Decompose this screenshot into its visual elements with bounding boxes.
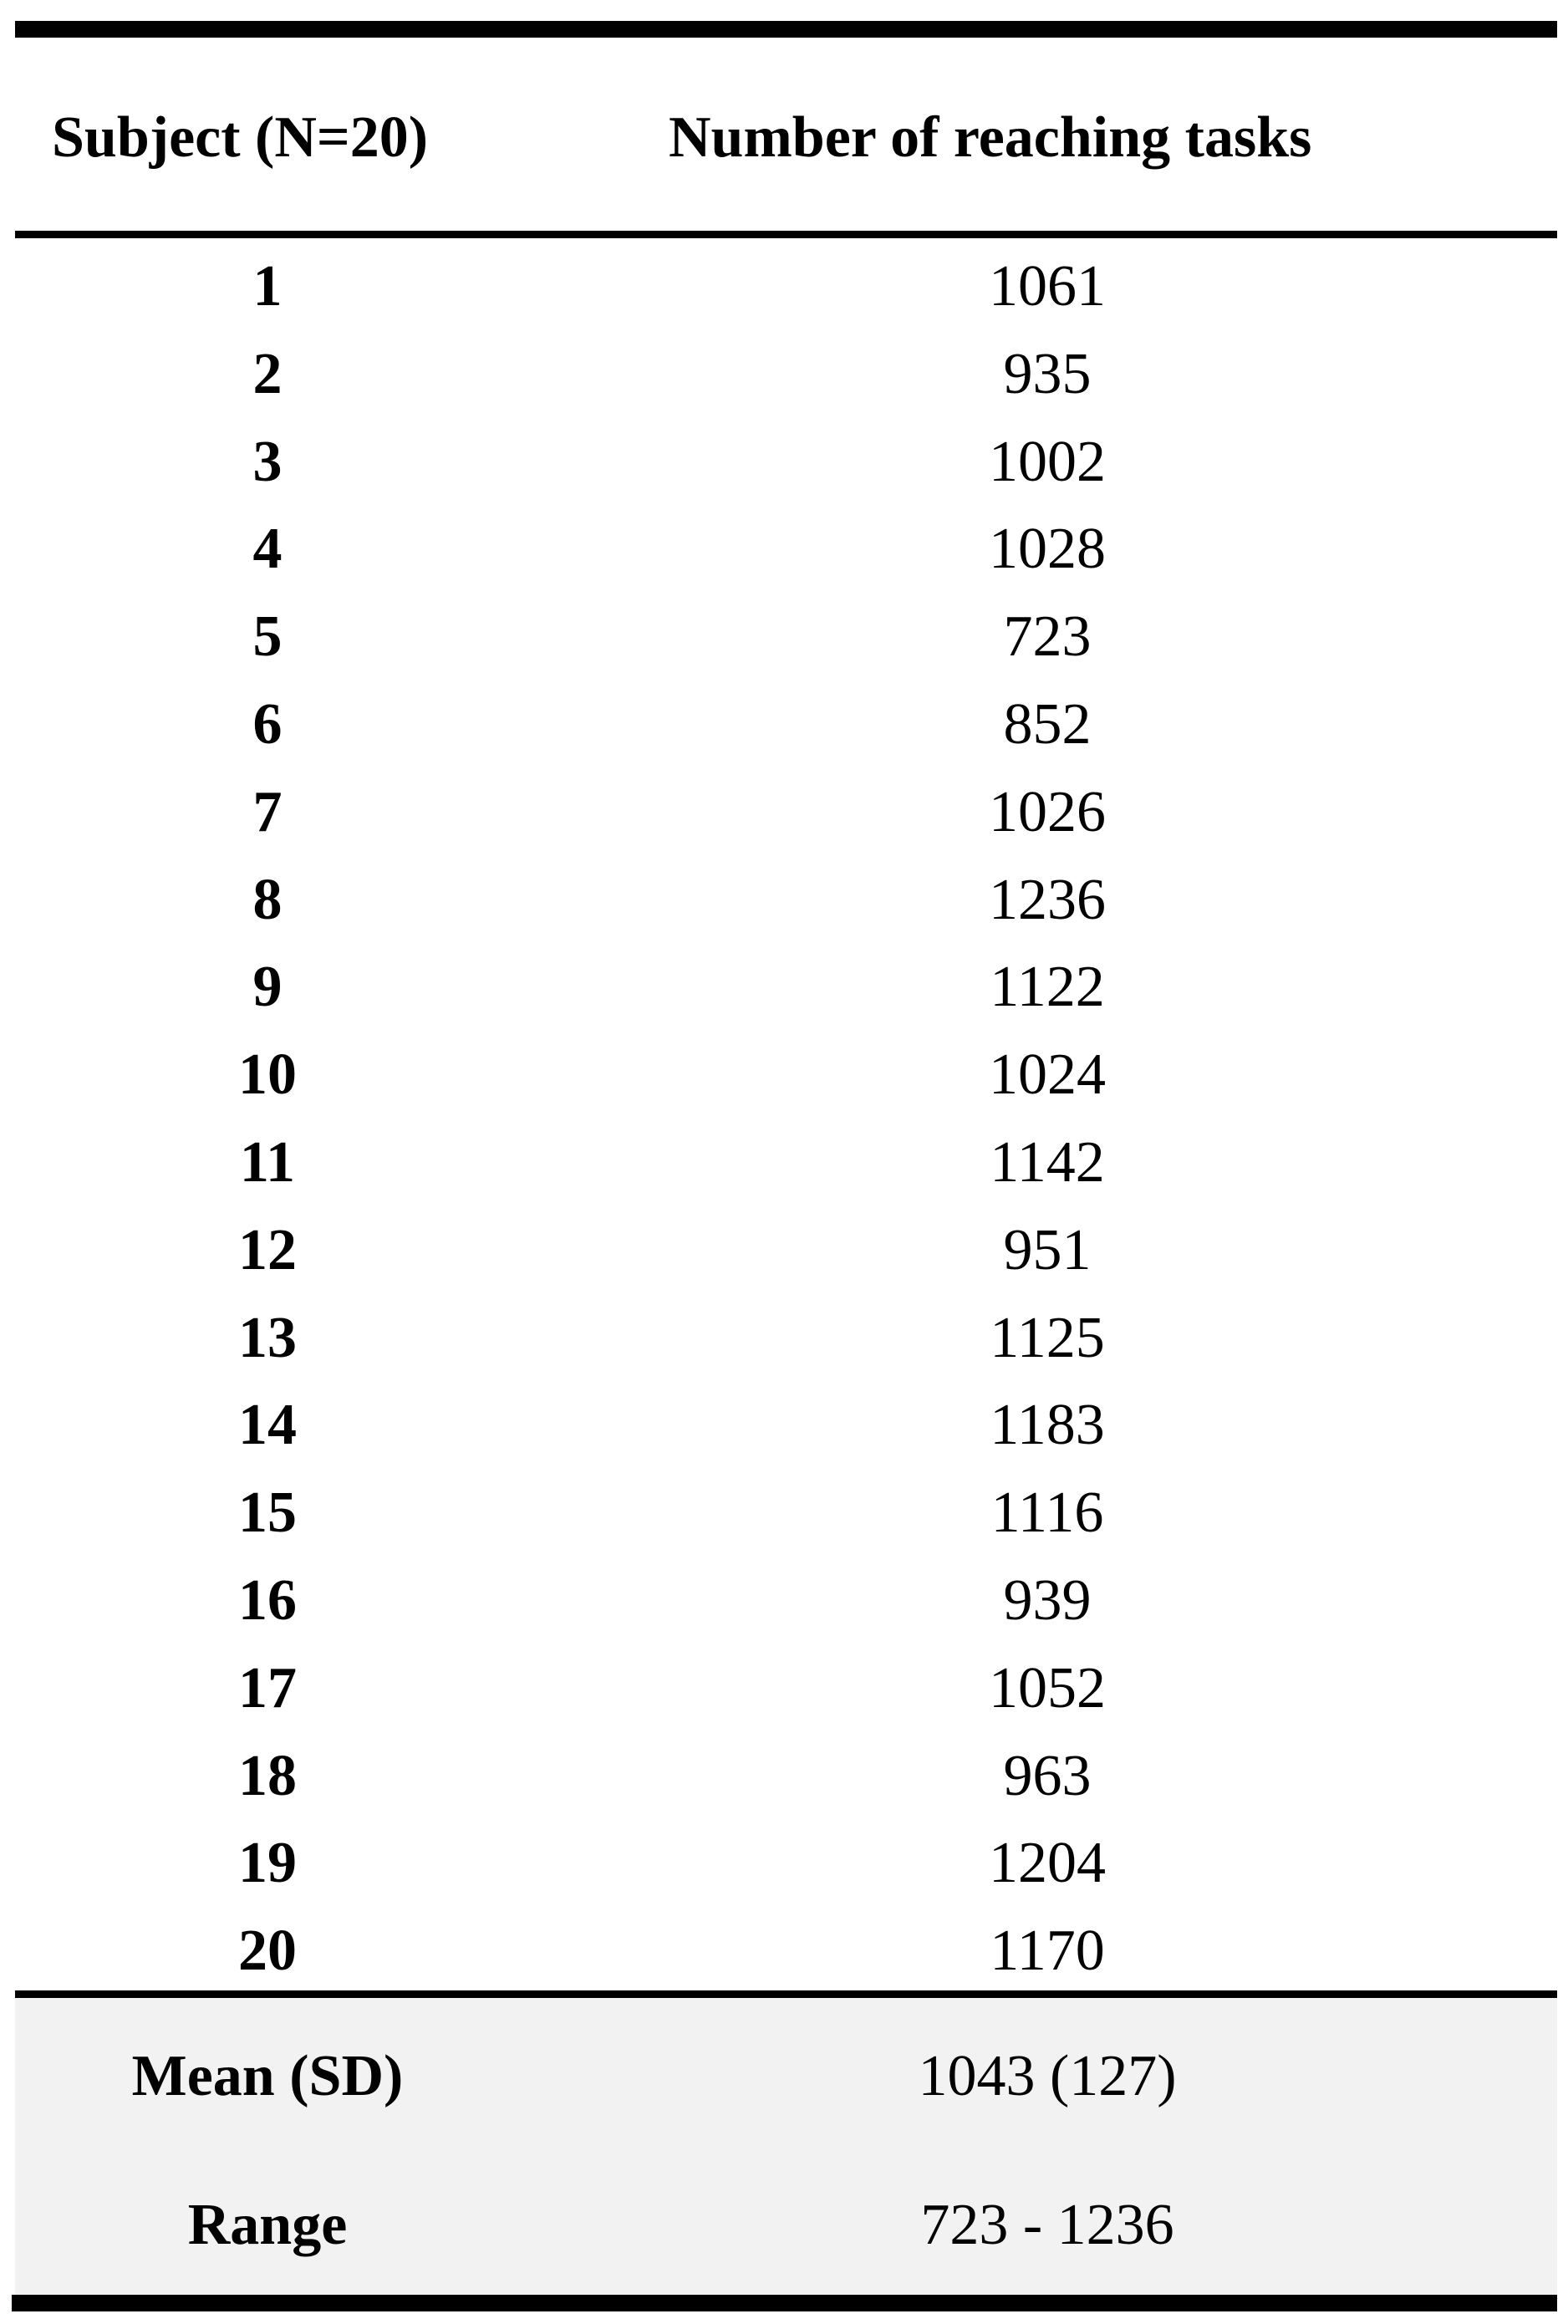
tasks-cell: 1116 (990, 1481, 1104, 1546)
table-row (15, 1732, 1557, 1820)
tasks-cell: 963 (1003, 1743, 1092, 1808)
subject-cell: 16 (238, 1568, 297, 1633)
subject-cell: 11 (239, 1130, 296, 1195)
tasks-cell: 852 (1003, 692, 1092, 757)
tasks-cell: 1024 (989, 1042, 1106, 1108)
tasks-cell: 1170 (990, 1919, 1105, 1984)
tasks-cell: 1183 (990, 1393, 1105, 1458)
subject-cell: 15 (238, 1481, 297, 1546)
tasks-cell: 1122 (990, 955, 1105, 1020)
header-subject: Subject (N=20) (52, 105, 429, 170)
subject-cell: 8 (252, 867, 283, 932)
tasks-cell: 951 (1003, 1217, 1092, 1282)
subject-cell: 19 (238, 1831, 297, 1896)
table-row (15, 505, 1557, 593)
bottom-rule (12, 2295, 1557, 2311)
summary-label: Range (187, 2193, 348, 2257)
subject-cell: 14 (238, 1393, 297, 1458)
table-row (15, 1469, 1557, 1557)
subject-cell: 1 (252, 254, 283, 319)
table-row (15, 856, 1557, 944)
summary-value: 1043 (127) (918, 2044, 1177, 2108)
tasks-cell: 723 (1003, 604, 1092, 670)
table-row (15, 1206, 1557, 1294)
table-row (15, 768, 1557, 856)
table-row (15, 1381, 1557, 1469)
header-rule (15, 231, 1557, 238)
subject-cell: 12 (238, 1217, 297, 1282)
tasks-cell: 1142 (990, 1130, 1105, 1195)
summary-label: Mean (SD) (131, 2044, 404, 2108)
summary-row-mean (15, 2026, 1557, 2127)
tasks-cell: 1026 (989, 779, 1106, 844)
table-row (15, 330, 1557, 418)
subject-cell: 2 (252, 341, 283, 406)
subject-cell: 3 (252, 429, 283, 494)
table-row (15, 943, 1557, 1031)
subject-cell: 10 (238, 1042, 297, 1108)
table-row (15, 593, 1557, 680)
subject-cell: 20 (238, 1919, 297, 1984)
tasks-cell: 1061 (989, 254, 1106, 319)
subject-cell: 13 (238, 1305, 297, 1370)
tasks-cell: 939 (1003, 1568, 1092, 1633)
summary-value: 723 - 1236 (920, 2193, 1174, 2257)
table-row (15, 1031, 1557, 1119)
subject-cell: 9 (252, 955, 283, 1020)
table-row (15, 1644, 1557, 1732)
tasks-cell: 1052 (989, 1655, 1106, 1720)
table-row (15, 1119, 1557, 1206)
subject-cell: 7 (252, 779, 283, 844)
tasks-cell: 1028 (989, 517, 1106, 582)
subject-cell: 4 (252, 517, 283, 582)
top-rule (15, 21, 1557, 38)
table-row (15, 418, 1557, 506)
subject-cell: 18 (238, 1743, 297, 1808)
table-row (15, 1819, 1557, 1907)
table-row (15, 680, 1557, 768)
tasks-cell: 935 (1003, 341, 1092, 406)
table-row (15, 1294, 1557, 1382)
tasks-cell: 1204 (989, 1831, 1106, 1896)
tasks-cell: 1125 (990, 1305, 1105, 1370)
header-reaching-tasks: Number of reaching tasks (669, 105, 1312, 170)
subject-cell: 6 (252, 692, 283, 757)
tasks-cell: 1236 (989, 867, 1106, 932)
subject-cell: 17 (238, 1655, 297, 1720)
summary-row-range (15, 2175, 1557, 2276)
table-row (15, 242, 1557, 330)
table-row (15, 1907, 1557, 1995)
subject-cell: 5 (252, 604, 283, 670)
table-row (15, 1557, 1557, 1644)
summary-section (15, 1998, 1557, 2296)
tasks-cell: 1002 (989, 429, 1106, 494)
